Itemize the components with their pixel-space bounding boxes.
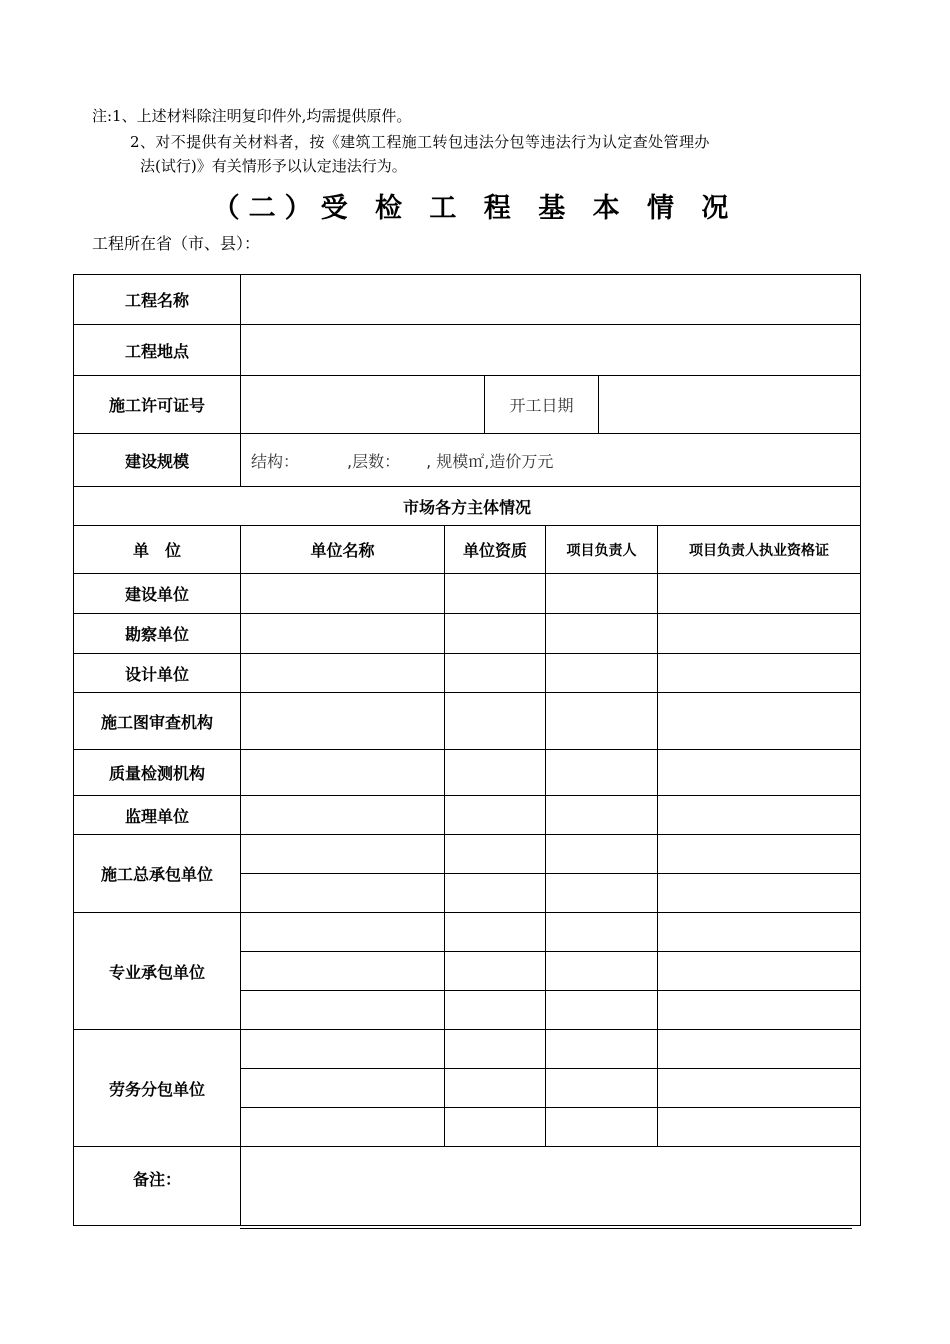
manager-cell[interactable] (546, 952, 658, 991)
manager-cell[interactable] (546, 1108, 658, 1147)
certificate-cell[interactable] (658, 1108, 861, 1147)
certificate-cell[interactable] (658, 913, 861, 952)
qualification-cell[interactable] (445, 796, 546, 835)
unit-name-cell[interactable] (241, 574, 445, 614)
unit-name-cell[interactable] (241, 874, 445, 913)
table-row (74, 654, 861, 693)
qualification-cell[interactable] (445, 574, 546, 614)
certificate-cell[interactable] (658, 693, 861, 750)
project-name-label: 工程名称 (74, 275, 241, 325)
unit-name-cell[interactable] (241, 750, 445, 796)
construction-scale-field[interactable] (241, 434, 861, 487)
unit-name-cell[interactable] (241, 1069, 445, 1108)
unit-survey-label: 勘察单位 (74, 614, 241, 654)
remarks-field[interactable] (241, 1147, 861, 1226)
unit-name-cell[interactable] (241, 654, 445, 693)
qualification-cell[interactable] (445, 1069, 546, 1108)
scale-structure-label: 结构： (251, 451, 300, 471)
project-location-field[interactable] (241, 325, 861, 376)
table-row (74, 750, 861, 796)
col-qualification-header: 单位资质 (445, 526, 546, 574)
manager-cell[interactable] (546, 913, 658, 952)
note-line-2: 2、对不提供有关材料者，按《建筑工程施工转包违法分包等违法行为认定查处管理办 (130, 133, 710, 151)
qualification-cell[interactable] (445, 835, 546, 874)
unit-name-cell[interactable] (241, 991, 445, 1030)
certificate-cell[interactable] (658, 796, 861, 835)
bottom-rule (240, 1228, 852, 1229)
unit-name-cell[interactable] (241, 1108, 445, 1147)
certificate-cell[interactable] (658, 991, 861, 1030)
unit-name-cell[interactable] (241, 952, 445, 991)
certificate-cell[interactable] (658, 614, 861, 654)
note-line-3: 法(试行)》有关情形予以认定违法行为。 (140, 157, 407, 175)
qualification-cell[interactable] (445, 1030, 546, 1069)
certificate-cell[interactable] (658, 574, 861, 614)
manager-cell[interactable] (546, 654, 658, 693)
permit-number-label: 施工许可证号 (74, 376, 241, 434)
unit-general-contractor-label: 施工总承包单位 (74, 835, 241, 913)
remarks-label: 备注： (74, 1147, 241, 1226)
col-manager-certificate-header: 项目负责人执业资格证 (658, 526, 861, 574)
note-line-1: 注:1、上述材料除注明复印件外,均需提供原件。 (92, 107, 412, 125)
table-row (74, 693, 861, 750)
unit-quality-testing-label: 质量检测机构 (74, 750, 241, 796)
permit-number-field[interactable] (241, 376, 485, 434)
unit-name-cell[interactable] (241, 796, 445, 835)
manager-cell[interactable] (546, 693, 658, 750)
unit-design-label: 设计单位 (74, 654, 241, 693)
unit-supervision-label: 监理单位 (74, 796, 241, 835)
certificate-cell[interactable] (658, 952, 861, 991)
unit-drawing-review-label: 施工图审查机构 (74, 693, 241, 750)
page-title: （二）受 检 工 程 基 本 情 况 (212, 193, 738, 224)
table-row (74, 1030, 861, 1069)
market-entities-header: 市场各方主体情况 (74, 487, 861, 526)
qualification-cell[interactable] (445, 614, 546, 654)
manager-cell[interactable] (546, 1030, 658, 1069)
unit-name-cell[interactable] (241, 913, 445, 952)
table-row (74, 913, 861, 952)
manager-cell[interactable] (546, 796, 658, 835)
manager-cell[interactable] (546, 1069, 658, 1108)
project-name-field[interactable] (241, 275, 861, 325)
manager-cell[interactable] (546, 574, 658, 614)
unit-labor-subcontractor-label: 劳务分包单位 (74, 1030, 241, 1147)
certificate-cell[interactable] (658, 835, 861, 874)
qualification-cell[interactable] (445, 693, 546, 750)
unit-name-cell[interactable] (241, 614, 445, 654)
manager-cell[interactable] (546, 874, 658, 913)
unit-name-cell[interactable] (241, 1030, 445, 1069)
certificate-cell[interactable] (658, 750, 861, 796)
start-date-field[interactable] (599, 376, 861, 434)
qualification-cell[interactable] (445, 952, 546, 991)
qualification-cell[interactable] (445, 991, 546, 1030)
unit-specialty-contractor-label: 专业承包单位 (74, 913, 241, 1030)
start-date-label: 开工日期 (485, 376, 599, 434)
unit-name-cell[interactable] (241, 693, 445, 750)
table-row (74, 835, 861, 874)
manager-cell[interactable] (546, 835, 658, 874)
table-row (74, 796, 861, 835)
project-location-label: 工程地点 (74, 325, 241, 376)
manager-cell[interactable] (546, 750, 658, 796)
certificate-cell[interactable] (658, 1069, 861, 1108)
certificate-cell[interactable] (658, 654, 861, 693)
region-label: 工程所在省（市、县）： (92, 234, 261, 253)
construction-scale-label: 建设规模 (74, 434, 241, 487)
scale-size-cost-label: , 规模㎡,造价万元 (426, 451, 554, 471)
table-row (74, 574, 861, 614)
col-unit-header: 单 位 (74, 526, 241, 574)
scale-floors-label: ,层数： (347, 451, 401, 471)
unit-name-cell[interactable] (241, 835, 445, 874)
project-info-form (73, 274, 861, 1226)
qualification-cell[interactable] (445, 654, 546, 693)
col-unit-name-header: 单位名称 (241, 526, 445, 574)
qualification-cell[interactable] (445, 750, 546, 796)
table-row (74, 614, 861, 654)
manager-cell[interactable] (546, 614, 658, 654)
qualification-cell[interactable] (445, 1108, 546, 1147)
certificate-cell[interactable] (658, 874, 861, 913)
unit-construction-label: 建设单位 (74, 574, 241, 614)
qualification-cell[interactable] (445, 874, 546, 913)
certificate-cell[interactable] (658, 1030, 861, 1069)
manager-cell[interactable] (546, 991, 658, 1030)
qualification-cell[interactable] (445, 913, 546, 952)
col-project-manager-header: 项目负责人 (546, 526, 658, 574)
